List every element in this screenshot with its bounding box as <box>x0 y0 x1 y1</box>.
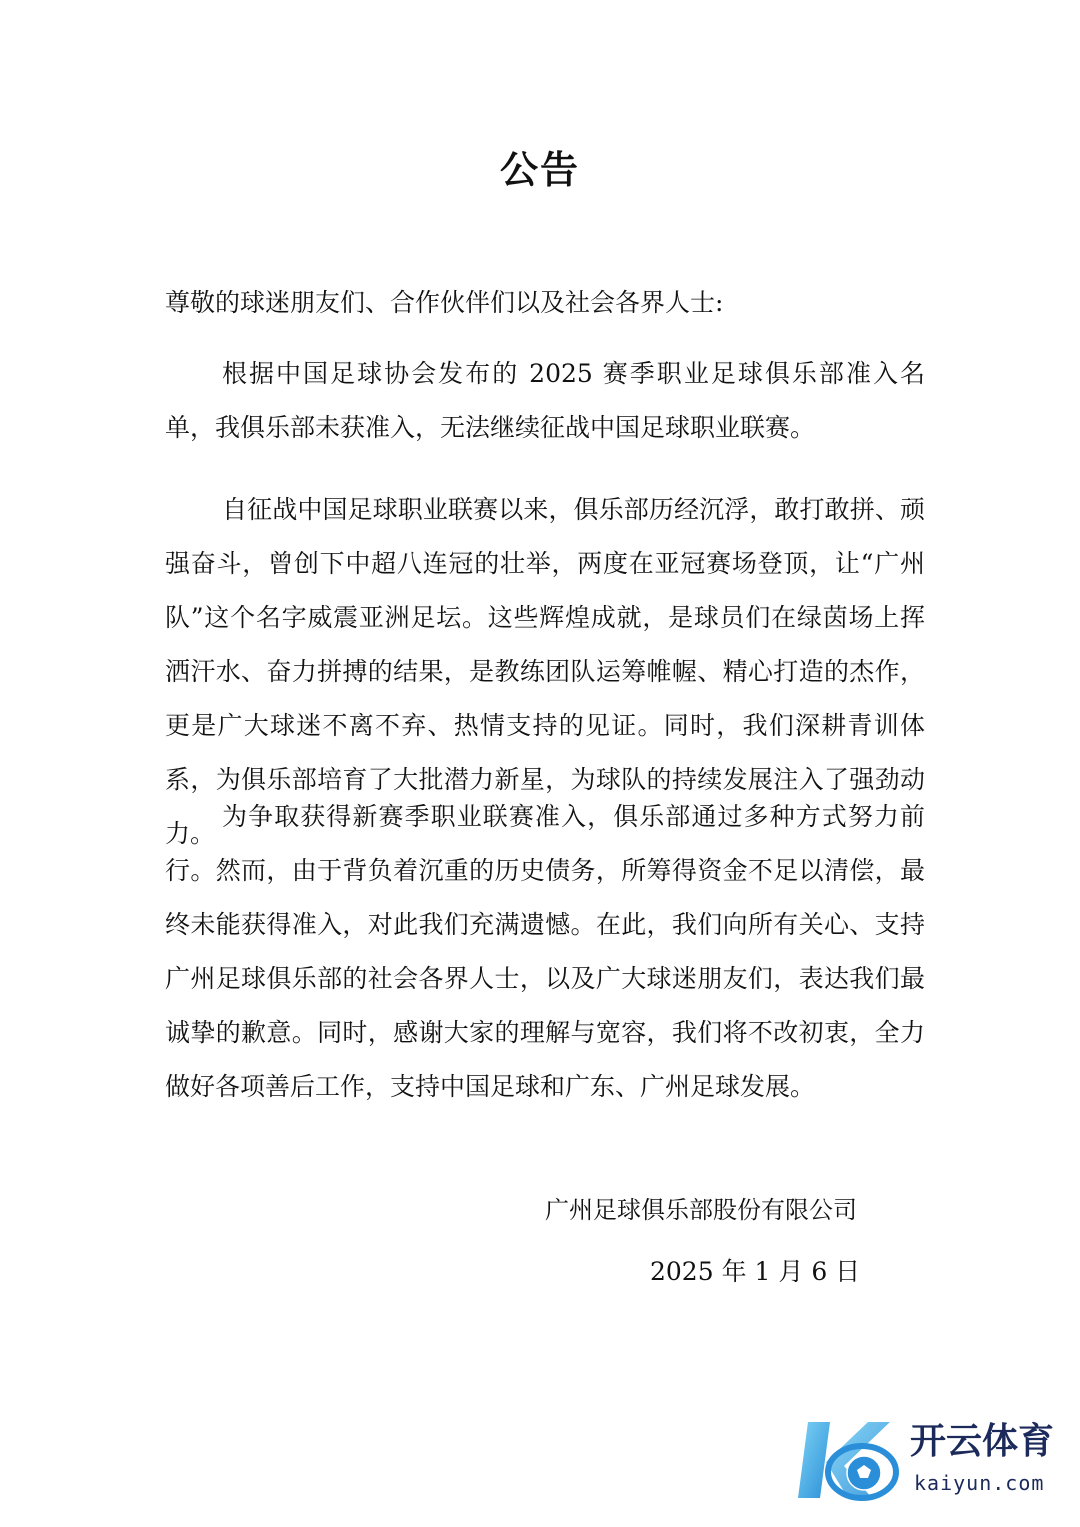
paragraph-apology: 为争取获得新赛季职业联赛准入，俱乐部通过多种方式努力前行。然而，由于背负着沉重的历史债务，所筹得资金不足以清偿，最终未能获得准入，对此我们充满遗憾。在此，我们向所有关心、支持广州足球俱乐部的社会各界人士，以及广大球迷朋友们，表达我们最诚挚的歉意。同时，感谢大家的理解与宽容，我们将不改初衷，全力做好各项善后工作，支持中国足球和广东、广州足球发展。 <box>165 802 925 1101</box>
watermark-domain: kaiyun.com <box>914 1471 1045 1495</box>
watermark-logo <box>790 1410 1070 1510</box>
salutation: 尊敬的球迷朋友们、合作伙伴们以及社会各界人士: <box>165 288 724 317</box>
kaiyun-logo-icon <box>790 1410 905 1510</box>
watermark-name: 开云体育 <box>910 1421 1055 1462</box>
paragraph-admission-result: 根据中国足球协会发布的 2025 赛季职业足球俱乐部准入名单，我俱乐部未获准入，无法继续征战中国足球职业联赛。 <box>165 359 925 442</box>
signature-date: 2025 年 1 月 6 日 <box>650 1257 861 1286</box>
notice-title: 公告 <box>499 148 580 192</box>
signature-company: 广州足球俱乐部股份有限公司 <box>545 1196 857 1224</box>
paragraph-club-history: 自征战中国足球职业联赛以来，俱乐部历经沉浮，敢打敢拼、顽强奋斗，曾创下中超八连冠的壮举，两度在亚冠赛场登顶，让“广州队”这个名字威震亚洲足坛。这些辉煌成就，是球员们在绿茵场上挥洒汗水、奋力拼搏的结果，是教练团队运筹帷幄、精心打造的杰作，更是广大球迷不离不弃、热情支持的见证。同时，我们深耕青训体系，为俱乐部培育了大批潜力新星，为球队的持续发展注入了强劲动力。 <box>165 495 925 848</box>
